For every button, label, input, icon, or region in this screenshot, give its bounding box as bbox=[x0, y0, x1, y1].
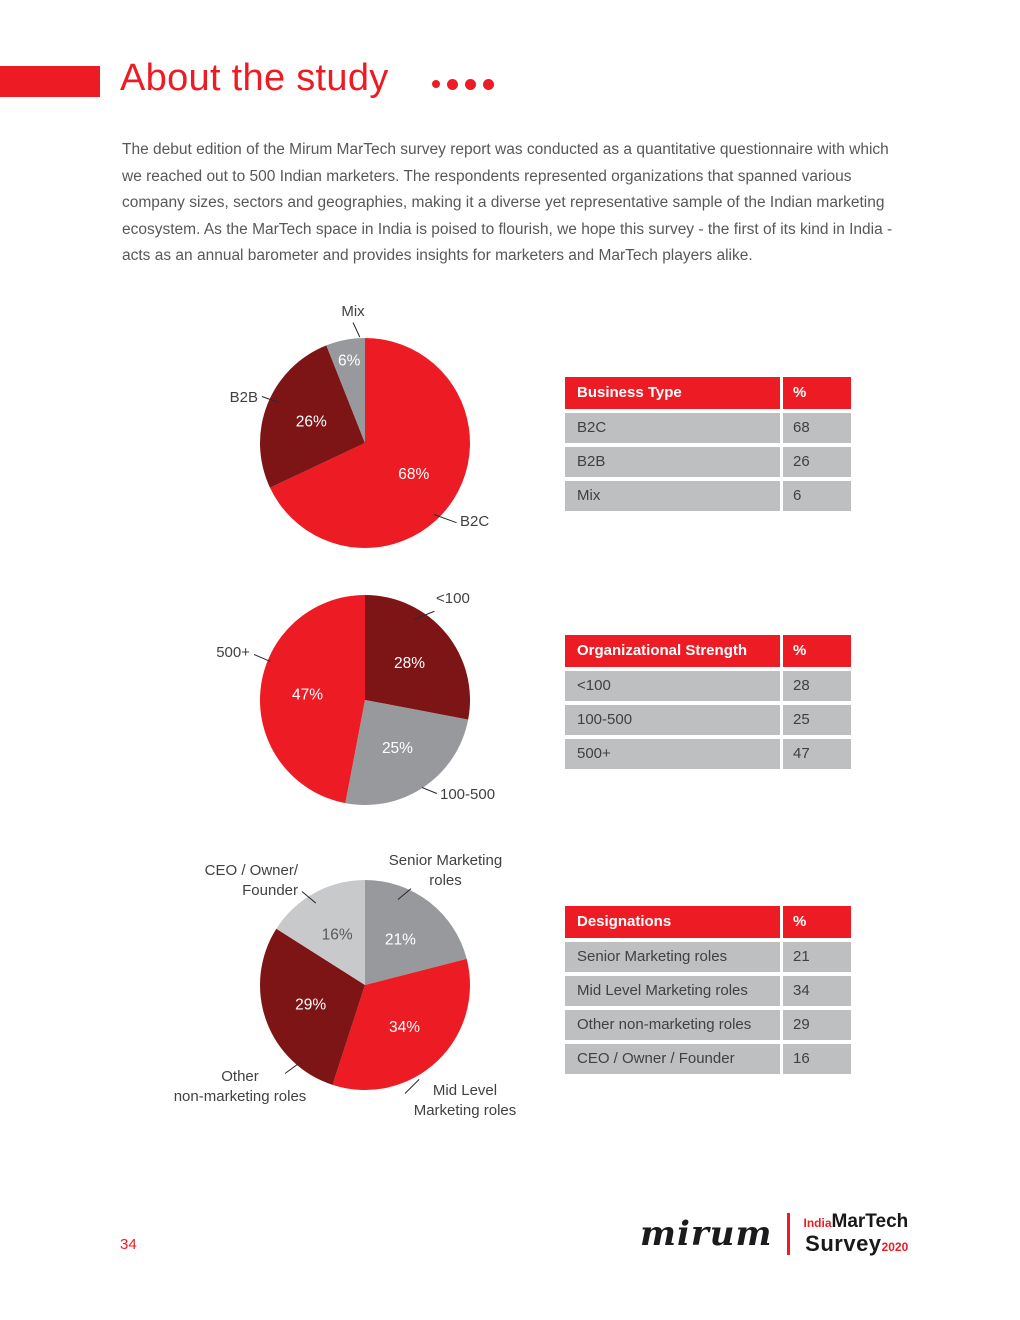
business-type-table bbox=[565, 377, 851, 515]
logo-india: India bbox=[803, 1216, 832, 1230]
table-cell-value: 25 bbox=[783, 705, 851, 735]
pie-percent-label: 28% bbox=[393, 655, 426, 673]
organizational-strength-pie bbox=[140, 565, 590, 865]
table-cell-label: Other non-marketing roles bbox=[565, 1010, 780, 1040]
table-cell-value: 16 bbox=[783, 1044, 851, 1074]
table-row bbox=[565, 481, 851, 511]
logo-year: 2020 bbox=[881, 1239, 909, 1254]
table-header-pct: % bbox=[783, 377, 851, 409]
logo-divider bbox=[787, 1213, 790, 1255]
table-row bbox=[565, 705, 851, 735]
table-header-row bbox=[565, 635, 851, 667]
table-cell-value: 29 bbox=[783, 1010, 851, 1040]
table-cell-label: 500+ bbox=[565, 739, 780, 769]
pie-label-mix: Mix bbox=[341, 303, 365, 320]
table-header-row bbox=[565, 377, 851, 409]
pie-percent-label: 29% bbox=[295, 996, 327, 1014]
logo-line-1 bbox=[804, 1212, 909, 1232]
table-row bbox=[565, 942, 851, 972]
pie-percent-label: 25% bbox=[381, 739, 413, 757]
pie-label-line: Marketing roles bbox=[413, 1102, 517, 1119]
pie-label-line: Founder bbox=[242, 882, 298, 899]
dot-icon bbox=[483, 79, 494, 90]
pie-percent-label: 16% bbox=[321, 926, 353, 944]
table-cell-label: Mix bbox=[565, 481, 780, 511]
table-row bbox=[565, 1010, 851, 1040]
pie-percent-label: 47% bbox=[291, 686, 324, 704]
table-row bbox=[565, 1044, 851, 1074]
page-title: About the study bbox=[120, 57, 389, 99]
table-cell-value: 21 bbox=[783, 942, 851, 972]
pie-percent-label: 26% bbox=[295, 413, 327, 431]
pie-label-line: Senior Marketing bbox=[388, 852, 503, 869]
table-cell-value: 68 bbox=[783, 413, 851, 443]
india-martech-survey-logo bbox=[804, 1212, 909, 1255]
dot-icon bbox=[447, 79, 458, 90]
table-cell-value: 47 bbox=[783, 739, 851, 769]
pie-label-ceo-owner-founder bbox=[180, 861, 298, 901]
title-accent-bar bbox=[0, 66, 100, 97]
pie-percent-label: 34% bbox=[389, 1019, 421, 1037]
organizational-strength-table bbox=[565, 635, 851, 773]
table-cell-value: 26 bbox=[783, 447, 851, 477]
logo-survey: Survey bbox=[805, 1230, 882, 1256]
table-cell-label: Mid Level Marketing roles bbox=[565, 976, 780, 1006]
table-row bbox=[565, 671, 851, 701]
table-header-cell: Business Type bbox=[565, 377, 780, 409]
dot-icon bbox=[465, 79, 476, 90]
table-row bbox=[565, 413, 851, 443]
mirum-logo: mirum bbox=[640, 1213, 773, 1254]
footer-logos bbox=[640, 1212, 908, 1255]
table-cell-label: Senior Marketing roles bbox=[565, 942, 780, 972]
pie-label-100-500: 100-500 bbox=[440, 786, 496, 803]
business-type-pie bbox=[140, 300, 590, 600]
pie-label-other-non-marketing bbox=[165, 1067, 315, 1107]
table-header-pct: % bbox=[783, 906, 851, 938]
table-cell-value: 34 bbox=[783, 976, 851, 1006]
page-number: 34 bbox=[120, 1236, 137, 1253]
pie-label-senior-marketing bbox=[368, 851, 523, 891]
table-cell-label: <100 bbox=[565, 671, 780, 701]
pie-label-b2b: B2B bbox=[229, 389, 258, 406]
pie-percent-label: 21% bbox=[384, 931, 416, 949]
table-cell-value: 6 bbox=[783, 481, 851, 511]
pie-label-lt100: <100 bbox=[436, 590, 470, 607]
pie-label-line: non-marketing roles bbox=[173, 1088, 307, 1105]
table-cell-label: CEO / Owner / Founder bbox=[565, 1044, 780, 1074]
pie-label-line: Other bbox=[221, 1068, 259, 1085]
table-cell-label: B2C bbox=[565, 413, 780, 443]
dot-icon bbox=[432, 80, 440, 88]
table-header-pct: % bbox=[783, 635, 851, 667]
pie-percent-label: 6% bbox=[338, 352, 361, 370]
table-row bbox=[565, 976, 851, 1006]
table-header-cell: Designations bbox=[565, 906, 780, 938]
pie-percent-label: 68% bbox=[398, 465, 430, 483]
table-row bbox=[565, 739, 851, 769]
logo-line-2 bbox=[805, 1232, 908, 1255]
intro-paragraph: The debut edition of the Mirum MarTech survey report was conducted as a quantitative questionnaire with which we reached out to 500 Indian marketers. The respondents represented organizations that spanned various company sizes, sectors and geographies, making it a diverse yet representative sample of the Indian marketing ecosystem. As the MarTech space in India is poised to flourish, we hope this survey - the first of its kind in India - acts as an annual barometer and provides insights for marketers and MarTech players alike. bbox=[122, 141, 893, 264]
title-dots bbox=[432, 72, 494, 96]
table-header-cell: Organizational Strength bbox=[565, 635, 780, 667]
table-cell-label: B2B bbox=[565, 447, 780, 477]
pie-label-line: Mid Level bbox=[432, 1082, 498, 1099]
logo-martech: MarTech bbox=[831, 1211, 909, 1232]
pie-label-b2c: B2C bbox=[460, 513, 490, 530]
pie-label-line: roles bbox=[429, 872, 462, 889]
designations-table bbox=[565, 906, 851, 1078]
table-header-row bbox=[565, 906, 851, 938]
table-row bbox=[565, 447, 851, 477]
pie-label-500plus: 500+ bbox=[216, 644, 250, 661]
pie-label-mid-level-marketing bbox=[406, 1081, 524, 1121]
table-cell-value: 28 bbox=[783, 671, 851, 701]
table-cell-label: 100-500 bbox=[565, 705, 780, 735]
pie-label-line: CEO / Owner/ bbox=[204, 862, 298, 879]
